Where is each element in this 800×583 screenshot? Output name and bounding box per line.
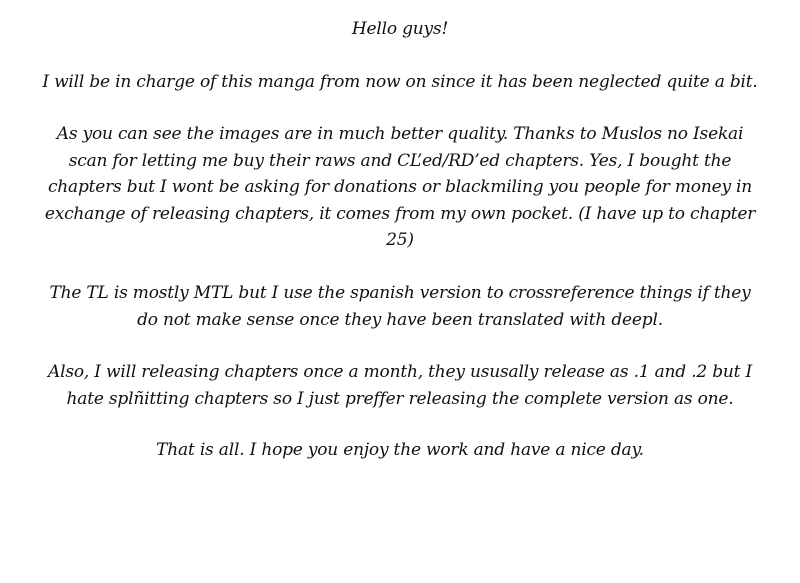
release-schedule-paragraph: Also, I will releasing chapters once a month, they ususally release as .1 and .2 but I hate splñitting chapters so I just preffer releasing the complete version as one.	[48, 362, 752, 409]
announcement-paragraph: I will be in charge of this manga from now on since it has been neglected quite a bit.	[42, 72, 758, 92]
greeting: Hello guys!	[351, 19, 449, 39]
quality-paragraph: As you can see the images are in much better quality. Thanks to Muslos no Isekai scan for letting me buy their raws and CL’ed/RD’ed chapters. Yes, I bought the chapters but I wont be asking for donations or blackmiling you people for money in exchange of releasing chapters, it comes from my own pocket. (I have up to chapter 25)	[44, 124, 756, 250]
closing-paragraph: That is all. I hope you enjoy the work and have a nice day.	[156, 440, 644, 460]
translation-paragraph: The TL is mostly MTL but I use the spanish version to crossreference things if they do not make sense once they have been translated with deepl.	[49, 283, 751, 330]
